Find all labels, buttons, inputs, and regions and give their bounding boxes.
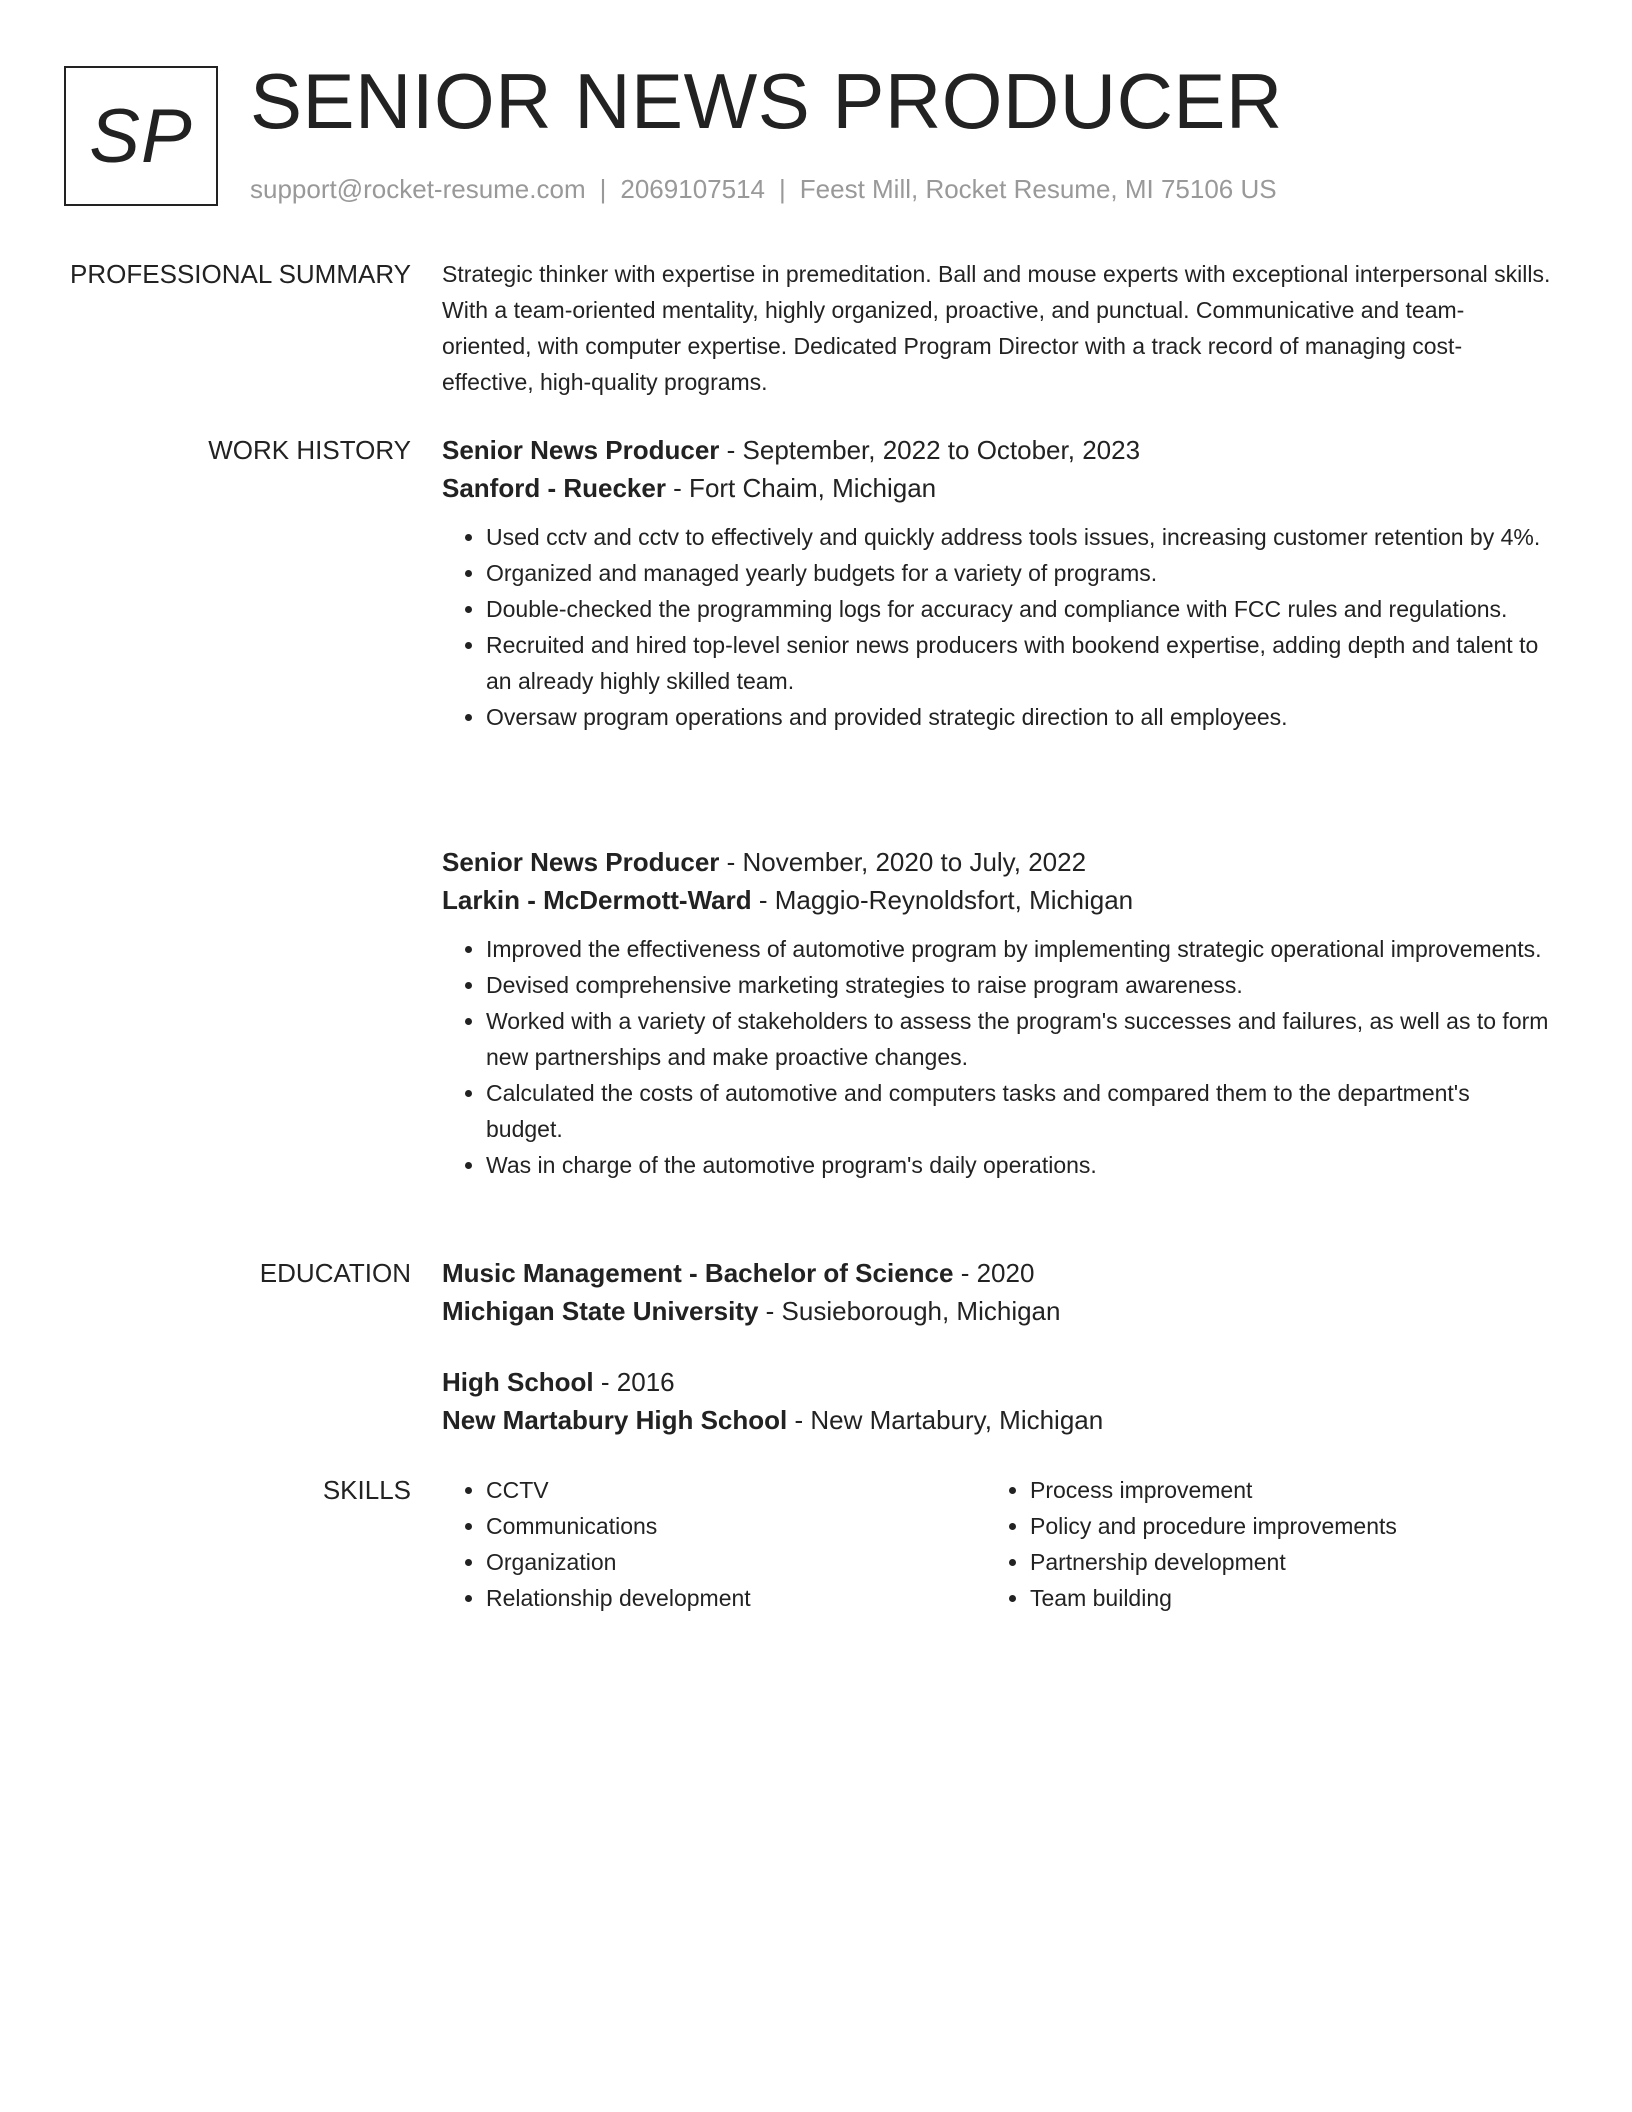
- contact-email[interactable]: support@rocket-resume.com: [250, 174, 586, 204]
- job-bullet-list: [442, 519, 1552, 735]
- summary-section: [442, 256, 1552, 400]
- skills-column-left: [442, 1472, 986, 1616]
- education-entry: [442, 1254, 1552, 1330]
- job-title: Senior News Producer: [442, 847, 720, 877]
- school: New Martabury High School: [442, 1405, 788, 1435]
- job-title-line: [442, 843, 1552, 881]
- skills-column-right: [986, 1472, 1530, 1616]
- job-bullet-list: [442, 931, 1552, 1183]
- job-bullet: • Devised comprehensive marketing strategies to raise program awareness.: [486, 967, 1552, 1003]
- degree: Music Management - Bachelor of Science: [442, 1258, 954, 1288]
- job-company-line: [442, 881, 1552, 919]
- degree-year: - 2016: [593, 1367, 675, 1397]
- skills-heading: SKILLS: [322, 1475, 411, 1505]
- job-location: - Fort Chaim, Michigan: [665, 473, 937, 503]
- skills-section: [442, 1472, 1552, 1616]
- resume-title: SENIOR NEWS PRODUCER: [250, 57, 1283, 145]
- skill-item: • Process improvement: [1030, 1472, 1530, 1508]
- job-bullet: • Worked with a variety of stakeholders to assess the program's successes and failures, as well as to form new partnerships and make proactive changes.: [486, 1003, 1552, 1075]
- job-entry: [442, 843, 1552, 1183]
- monogram-logo: SP: [64, 66, 218, 206]
- job-title: Senior News Producer: [442, 435, 720, 465]
- contact-phone: 2069107514: [620, 174, 765, 204]
- skills-columns: [442, 1472, 1552, 1616]
- job-bullet: • Organized and managed yearly budgets for a variety of programs.: [486, 555, 1552, 591]
- job-title-line: [442, 431, 1552, 469]
- education-entry: [442, 1363, 1552, 1439]
- job-bullet: • Calculated the costs of automotive and computers tasks and compared them to the department's budget.: [486, 1075, 1552, 1147]
- job-dates: - November, 2020 to July, 2022: [719, 847, 1087, 877]
- education-heading: EDUCATION: [259, 1258, 411, 1288]
- summary-text: Strategic thinker with expertise in premeditation. Ball and mouse experts with exceptional interpersonal skills. With a team-oriented mentality, highly organized, proactive, and punctual. Communicative and team-oriented, with computer expertise. Dedicated Program Director with a track record of managing cost-effective, high-quality programs.: [442, 261, 1551, 395]
- school-line: [442, 1401, 1552, 1439]
- school-location: - Susieborough, Michigan: [758, 1296, 1061, 1326]
- skill-item: • Team building: [1030, 1580, 1530, 1616]
- skill-item: • Communications: [486, 1508, 986, 1544]
- skill-item: • Partnership development: [1030, 1544, 1530, 1580]
- job-dates: - September, 2022 to October, 2023: [719, 435, 1141, 465]
- contact-line: [250, 171, 1277, 207]
- job-company: Larkin - McDermott-Ward: [442, 885, 752, 915]
- job-bullet: • Improved the effectiveness of automotive program by implementing strategic operational improvements.: [486, 931, 1552, 967]
- skill-item: • Organization: [486, 1544, 986, 1580]
- school: Michigan State University: [442, 1296, 759, 1326]
- degree-year: - 2020: [953, 1258, 1035, 1288]
- degree-line: [442, 1363, 1552, 1401]
- contact-separator: |: [779, 174, 786, 204]
- school-line: [442, 1292, 1552, 1330]
- skill-item: • Relationship development: [486, 1580, 986, 1616]
- skills-list: [986, 1472, 1530, 1616]
- job-entry: [442, 431, 1552, 735]
- degree: High School: [442, 1367, 594, 1397]
- job-company: Sanford - Ruecker: [442, 473, 666, 503]
- work-history-heading: WORK HISTORY: [208, 435, 411, 465]
- contact-address: Feest Mill, Rocket Resume, MI 75106 US: [799, 174, 1277, 204]
- job-location: - Maggio-Reynoldsfort, Michigan: [751, 885, 1134, 915]
- job-bullet: • Double-checked the programming logs for accuracy and compliance with FCC rules and regulations.: [486, 591, 1552, 627]
- school-location: - New Martabury, Michigan: [787, 1405, 1104, 1435]
- job-bullet: • Was in charge of the automotive program's daily operations.: [486, 1147, 1552, 1183]
- skills-list: [442, 1472, 986, 1616]
- contact-separator: |: [599, 174, 607, 204]
- degree-line: [442, 1254, 1552, 1292]
- skill-item: • CCTV: [486, 1472, 986, 1508]
- job-bullet: • Recruited and hired top-level senior news producers with bookend expertise, adding depth and talent to an already highly skilled team.: [486, 627, 1552, 699]
- job-bullet: • Used cctv and cctv to effectively and quickly address tools issues, increasing customer retention by 4%.: [486, 519, 1552, 555]
- job-company-line: [442, 469, 1552, 507]
- job-bullet: • Oversaw program operations and provided strategic direction to all employees.: [486, 699, 1552, 735]
- summary-heading: PROFESSIONAL SUMMARY: [70, 259, 411, 289]
- skill-item: • Policy and procedure improvements: [1030, 1508, 1530, 1544]
